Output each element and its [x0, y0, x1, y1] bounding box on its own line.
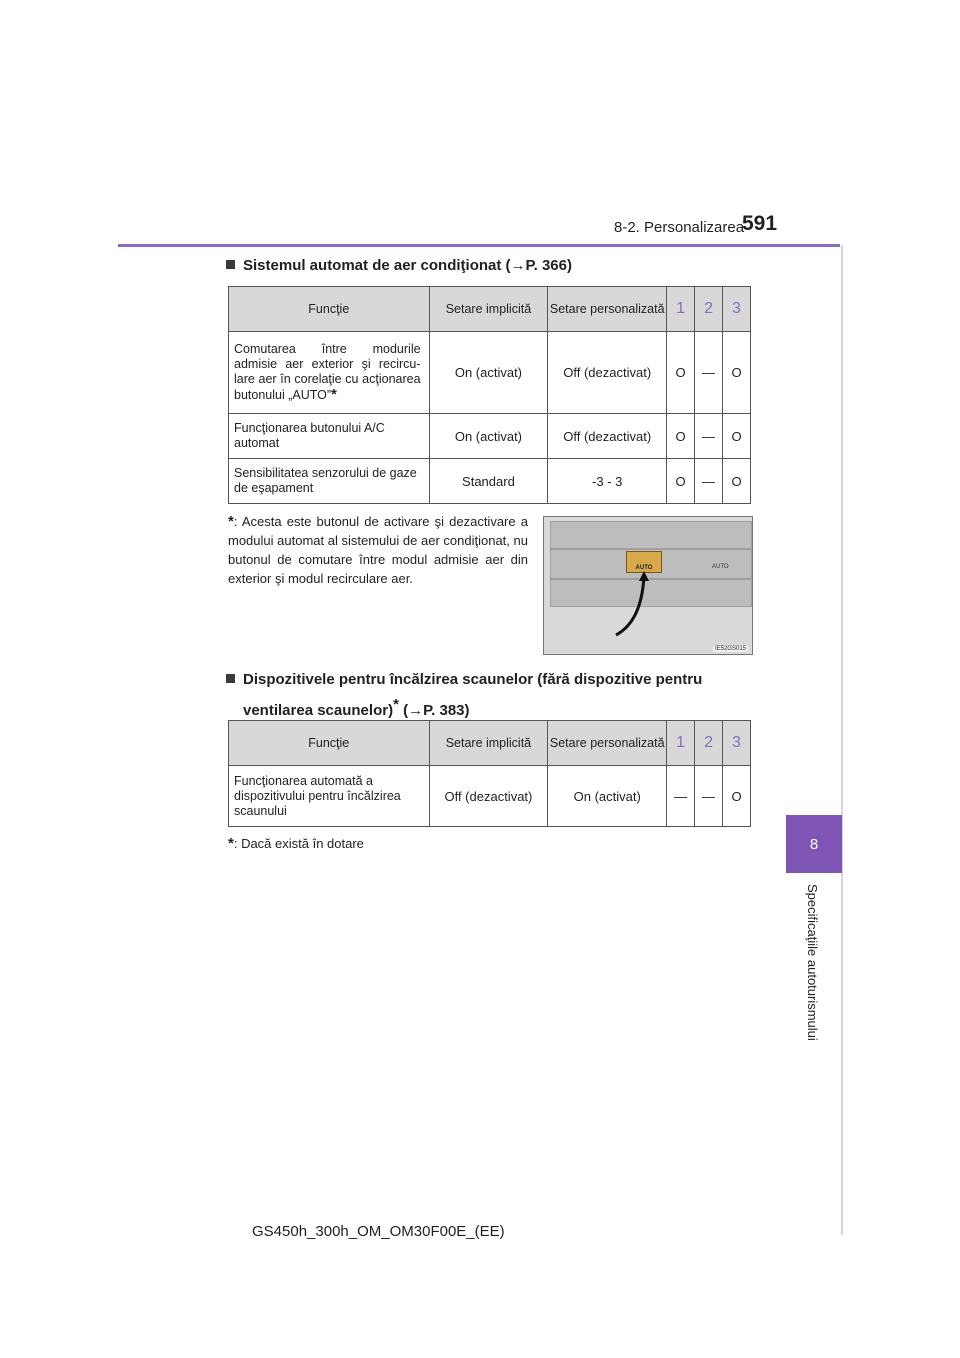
bullet-square-icon [226, 674, 235, 683]
cell-default: Standard [429, 459, 548, 504]
cell-c2: — [695, 332, 723, 414]
pointer-arrow-icon [544, 517, 752, 654]
col-header-custom: Setare personalizată [548, 721, 667, 766]
col-header-3: 3 [723, 287, 751, 332]
page-number: 591 [742, 212, 778, 235]
section2-footnote: *: Dacă există în dotare [228, 835, 364, 852]
col-header-function: Funcţie [229, 721, 430, 766]
bullet-square-icon [226, 260, 235, 269]
cell-c3: O [723, 332, 751, 414]
cell-custom: Off (dezactivat) [548, 414, 667, 459]
cell-c1: O [667, 414, 695, 459]
col-header-2: 2 [695, 721, 723, 766]
illustration-code: IE52GS015 [714, 646, 746, 652]
table-header-row [229, 287, 751, 332]
section2-heading: Dispozitivele pentru încălzirea scaunelor (fără dispozitive pentru ventilarea scaunelor)* (→P. 383) [226, 669, 766, 722]
cell-function: Comutarea între modurile admisie aer exterior şi recircu-lare aer în corelaţie cu acţionarea butonului „AUTO”* [229, 332, 430, 414]
auto-button: AUTO [626, 551, 662, 573]
cell-c1: — [667, 766, 695, 827]
section2-title-line2: ventilarea scaunelor) [243, 702, 394, 719]
cell-default: Off (dezactivat) [429, 766, 548, 827]
table-row [229, 414, 751, 459]
cell-custom: -3 - 3 [548, 459, 667, 504]
side-tab-divider [841, 245, 843, 1235]
running-header-section: 8-2. Personalizarea [614, 219, 745, 236]
header-divider [118, 244, 840, 247]
col-header-2: 2 [695, 287, 723, 332]
col-header-1: 1 [667, 287, 695, 332]
col-header-function: Funcţie [229, 287, 430, 332]
cell-function: Sensibilitatea senzorului de gaze de eşapament [229, 459, 430, 504]
cell-custom: Off (dezactivat) [548, 332, 667, 414]
chapter-title: Specificaţiile autoturismului [805, 884, 820, 1041]
cell-function: Funcţionarea automată a dispozitivului pentru încălzirea scaunului [229, 766, 430, 827]
cell-c1: O [667, 332, 695, 414]
chapter-title-vertical [804, 884, 824, 1041]
col-header-3: 3 [723, 721, 751, 766]
col-header-default: Setare implicită [429, 287, 548, 332]
cell-default: On (activat) [429, 414, 548, 459]
secondary-auto-label: AUTO [712, 564, 729, 570]
chapter-tab: 8 [786, 815, 842, 873]
cell-c1: O [667, 459, 695, 504]
cell-function: Funcţionarea butonului A/C automat [229, 414, 430, 459]
document-code: GS450h_300h_OM_OM30F00E_(EE) [252, 1223, 505, 1240]
section1-table [228, 286, 751, 504]
table-row [229, 459, 751, 504]
cell-custom: On (activat) [548, 766, 667, 827]
col-header-default: Setare implicită [429, 721, 548, 766]
col-header-custom: Setare personalizată [548, 287, 667, 332]
col-header-1: 1 [667, 721, 695, 766]
cell-c2: — [695, 459, 723, 504]
section1-title: Sistemul automat de aer condiţionat (→P. 366) [243, 257, 572, 274]
table-header-row [229, 721, 751, 766]
cell-default: On (activat) [429, 332, 548, 414]
cell-c3: O [723, 414, 751, 459]
climate-control-illustration [543, 516, 753, 655]
section1-footnote: *: Acesta este butonul de activare şi dezactivare a modului automat al sistemului de aer condiţionat, nu butonul de comutare între modul admisie aer din exterior şi modul recirculare aer. [228, 513, 528, 586]
cell-c3: O [723, 459, 751, 504]
cell-c2: — [695, 766, 723, 827]
table-row [229, 332, 751, 414]
section1-heading [226, 255, 572, 277]
cell-c3: O [723, 766, 751, 827]
section2-title-line1: Dispozitivele pentru încălzirea scaunelor (fără dispozitive pentru [243, 671, 703, 688]
section2-table [228, 720, 751, 827]
cell-c2: — [695, 414, 723, 459]
table-row [229, 766, 751, 827]
